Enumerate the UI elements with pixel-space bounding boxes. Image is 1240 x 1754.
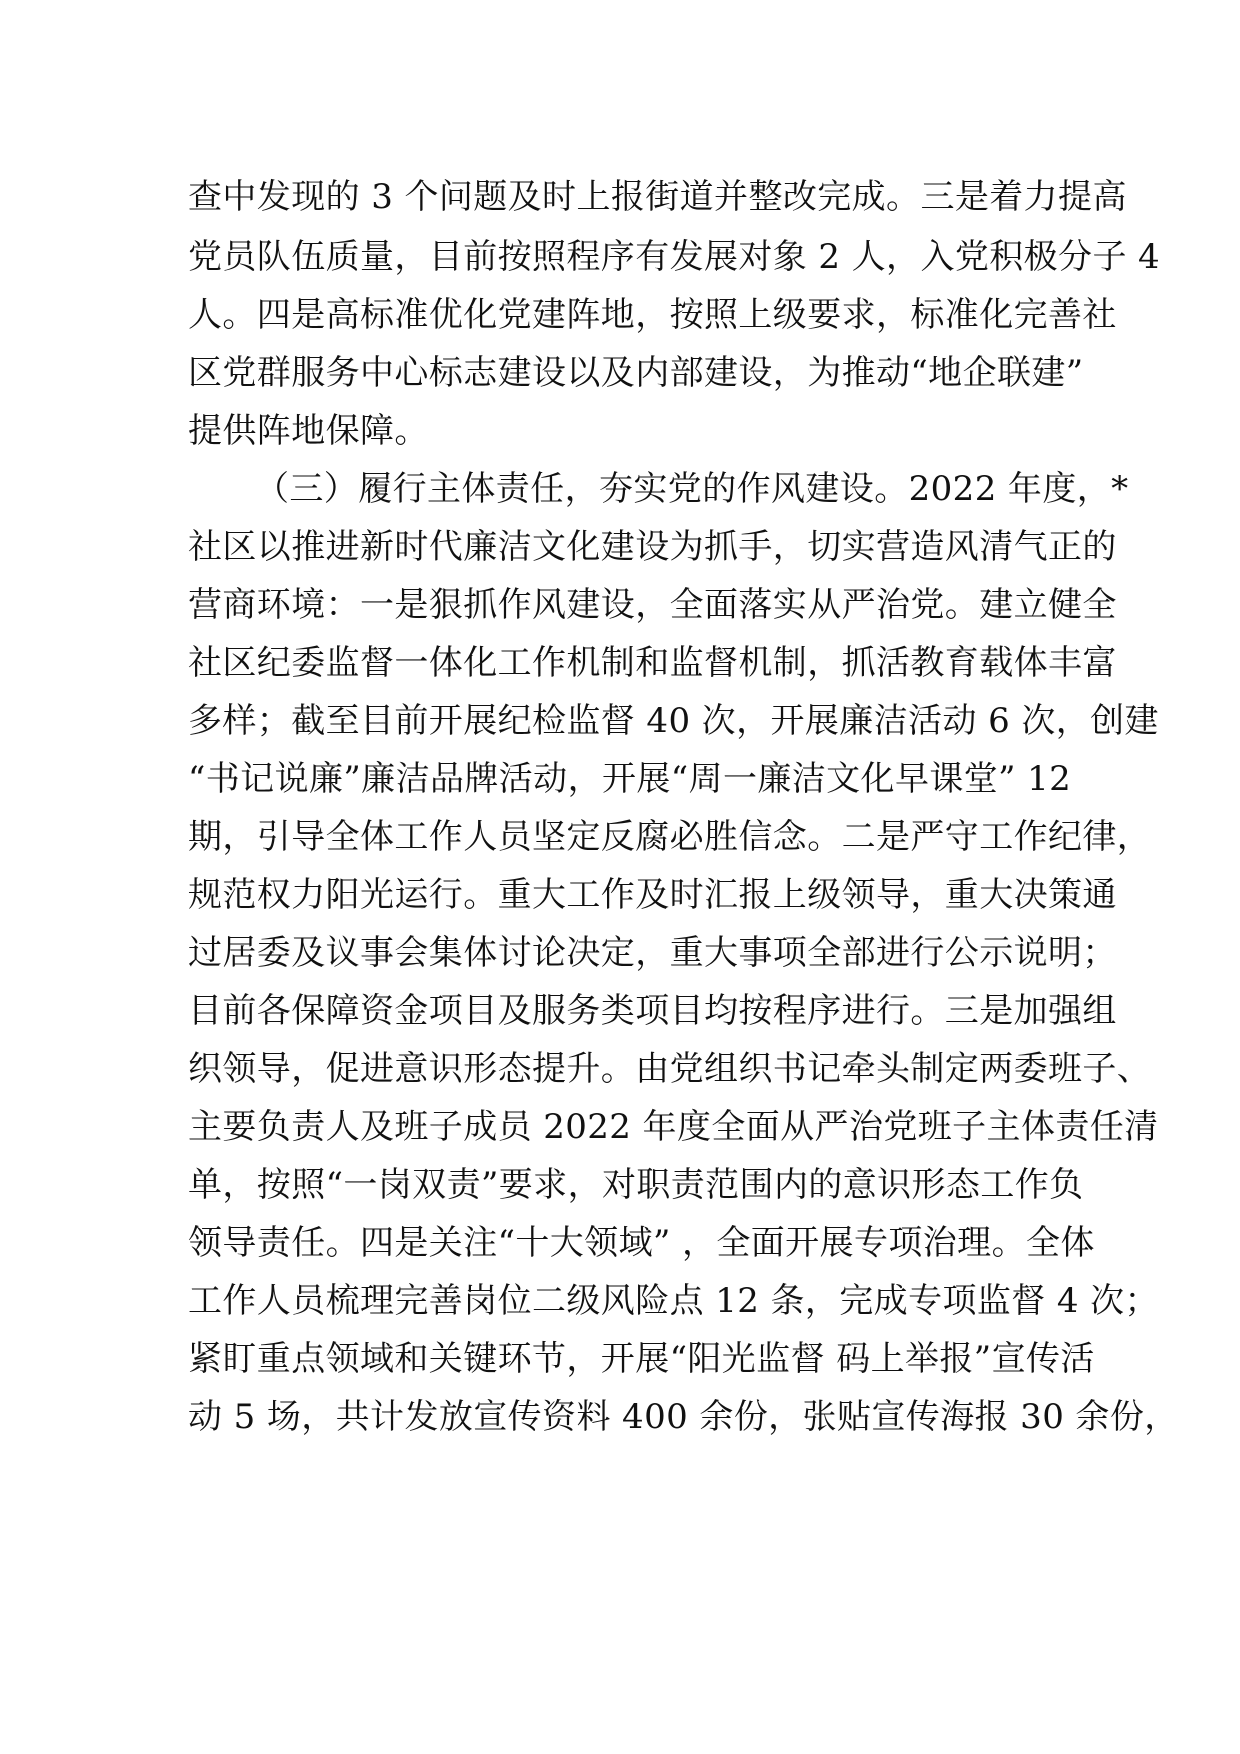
text-line-10: 多样；截至目前开展纪检监督 40 次，开展廉洁活动 6 次，创建 [188, 701, 1159, 741]
text-line-8: 营商环境：一是狠抓作风建设，全面落实从严治党。建立健全 [188, 585, 1117, 625]
text-line-21: 紧盯重点领域和关键环节，开展“阳光监督 码上举报”宣传活 [188, 1339, 1095, 1379]
text-line-5: 提供阵地保障。 [188, 411, 429, 451]
text-line-20: 工作人员梳理完善岗位二级风险点 12 条，完成专项监督 4 次； [188, 1281, 1159, 1321]
text-line-4: 区党群服务中心标志建设以及内部建设，为推动“地企联建” [188, 353, 1084, 393]
text-line-15: 目前各保障资金项目及服务类项目均按程序进行。三是加强组 [188, 991, 1117, 1031]
text-line-22: 动 5 场，共计发放宣传资料 400 余份，张贴宣传海报 30 余份， [188, 1397, 1179, 1437]
text-line-18: 单，按照“一岗双责”要求，对职责范围内的意识形态工作负 [188, 1165, 1084, 1205]
text-line-11: “书记说廉”廉洁品牌活动，开展“周一廉洁文化早课堂” 12 [188, 759, 1072, 799]
text-line-19: 领导责任。四是关注“十大领域” ，全面开展专项治理。全体 [188, 1223, 1095, 1263]
text-line-17: 主要负责人及班子成员 2022 年度全面从严治党班子主体责任清 [188, 1107, 1159, 1147]
text-line-9: 社区纪委监督一体化工作机制和监督机制，抓活教育载体丰富 [188, 643, 1117, 683]
text-line-13: 规范权力阳光运行。重大工作及时汇报上级领导，重大决策通 [188, 875, 1117, 915]
text-line-16: 织领导，促进意识形态提升。由党组织书记牵头制定两委班子、 [188, 1049, 1152, 1089]
text-line-12: 期，引导全体工作人员坚定反腐必胜信念。二是严守工作纪律， [188, 817, 1152, 857]
text-line-14: 过居委及议事会集体讨论决定，重大事项全部进行公示说明； [188, 933, 1117, 973]
text-line-3: 人。四是高标准优化党建阵地，按照上级要求，标准化完善社 [188, 295, 1117, 335]
section-heading-line: （三）履行主体责任，夯实党的作风建设。2022 年度，* [255, 469, 1129, 509]
text-line-1: 查中发现的 3 个问题及时上报街道并整改完成。三是着力提高 [188, 177, 1127, 217]
text-line-7: 社区以推进新时代廉洁文化建设为抓手，切实营造风清气正的 [188, 527, 1117, 567]
text-line-2: 党员队伍质量，目前按照程序有发展对象 2 人，入党积极分子 4 [188, 237, 1161, 277]
